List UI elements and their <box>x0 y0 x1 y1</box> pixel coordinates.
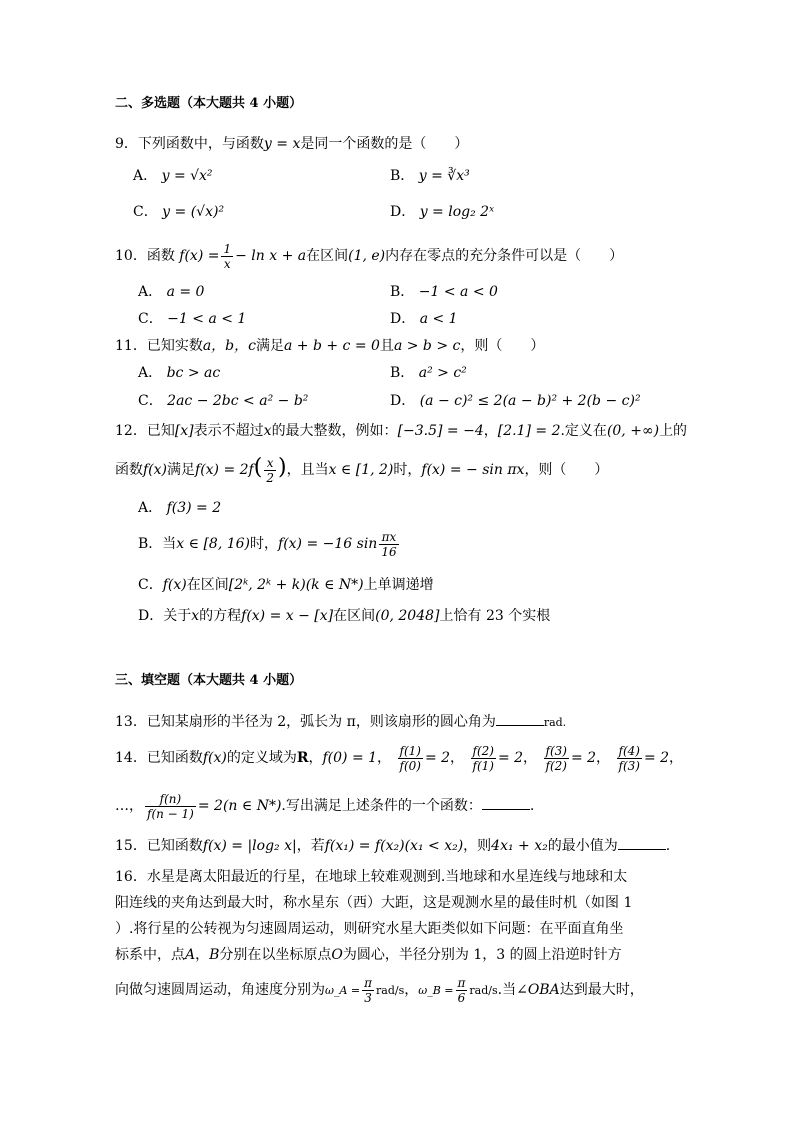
q10-text-a: 10．函数 <box>115 248 175 264</box>
q14-eq-4: = 2 <box>643 750 670 766</box>
q11-option-b <box>390 363 467 383</box>
q12-option-b-t: 时， <box>250 536 279 552</box>
q14-answer-blank <box>482 795 530 810</box>
section-heading-multi: 二、多选题（本大题共 4 小题） <box>115 96 303 111</box>
q14-frac-n-den: f(n − 1) <box>147 806 194 821</box>
q12-option-c-m1: f(x) <box>162 577 187 593</box>
q16-l4-d: 为圆心，半径分别为 1，3 的圆上沿逆时针方 <box>342 947 622 963</box>
q9-option-c-text: y = (√x)² <box>162 204 225 220</box>
q11-option-d-label: D． <box>390 393 416 409</box>
question-14-line-2 <box>115 788 534 824</box>
q11-option-d <box>390 391 641 411</box>
q11-option-c <box>138 391 308 411</box>
q12-l1-e: .定义在 <box>560 423 607 439</box>
q11-cond1: a + b + c = 0 <box>283 338 380 354</box>
q12-l1-a: 12．已知 <box>115 423 175 439</box>
q14-frac-3-num: f(3) <box>545 743 567 758</box>
q14-frac-1-num: f(1) <box>399 743 421 758</box>
question-16-line-1: 16．水星是离太阳最近的行星，在地球上较难观测到.当地球和水星连线与地球和太 <box>115 869 628 885</box>
q10-option-d <box>390 309 458 329</box>
q9-option-b-label: B． <box>390 168 415 184</box>
q12-option-d-m1: x <box>191 608 200 624</box>
q14-eqn: = 2(n ∈ N*) <box>197 798 282 814</box>
q12-option-b-m1: x ∈ [8, 16) <box>176 536 251 552</box>
q9-option-a-label: A． <box>133 168 158 184</box>
question-16-line-3: ）.将行星的公转视为匀速圆周运动，则研究水星大距类似如下问题：在平面直角坐 <box>115 921 624 937</box>
q10-option-c <box>138 309 246 329</box>
q9-option-b-text: y = ∛x³ <box>418 168 470 184</box>
q12-l1-c: 的最大整数，例如： <box>271 423 398 439</box>
q12-option-b-num: πx <box>379 530 398 545</box>
q9-option-d-label: D． <box>390 204 416 220</box>
q12-option-c-t2: 上单调递增 <box>363 577 434 593</box>
q12-option-c-t1: 在区间 <box>186 577 229 593</box>
q9-option-c-label: C． <box>133 204 158 220</box>
q11-text-b: 满足 <box>255 338 284 354</box>
q9-option-c <box>133 202 224 222</box>
q14-frac-4-num: f(4) <box>618 743 640 758</box>
q12-option-b-label: B．当 <box>138 536 177 552</box>
q16-l4-m3: O <box>331 947 343 963</box>
q16-frac-2-den: 6 <box>457 990 466 1005</box>
q14-frac-2-num: f(2) <box>472 743 494 758</box>
q9-option-b <box>390 166 470 186</box>
q12-option-c-m2: [2ᵏ, 2ᵏ + k)(k ∈ N*) <box>228 577 364 593</box>
q11-text-c: 且 <box>379 338 394 354</box>
q12-l2-m4: f(x) = − sin πx <box>421 462 525 478</box>
q14-text-a: 14．已知函数 <box>115 750 203 766</box>
q12-option-d-t2: 在区间 <box>333 608 376 624</box>
q12-l1-m3: [−3.5] = −4 <box>397 423 484 439</box>
q15-m1: f(x) = |log₂ x| <box>202 838 297 854</box>
q10-option-a-label: A． <box>138 284 163 300</box>
question-11-stem <box>115 336 544 356</box>
question-9-stem <box>115 134 468 154</box>
q16-l5-a: 向做匀速圆周运动，角速度分别为 <box>115 982 325 998</box>
q15-text-c: ，则 <box>463 838 492 854</box>
q12-l1-d: ， <box>483 423 498 439</box>
q16-frac-1-num: π <box>364 975 373 990</box>
q10-interval: (1, e) <box>348 248 386 264</box>
q14-text-b: 的定义域为 <box>226 750 297 766</box>
q10-option-c-text: −1 < a < 1 <box>167 311 247 327</box>
q14-frac-4 <box>617 744 642 773</box>
q16-l4-b: ， <box>195 947 210 963</box>
question-16-line-5 <box>115 972 644 1009</box>
q10-option-b-label: B． <box>390 284 415 300</box>
q14-frac-2-den: f(1) <box>472 758 494 773</box>
q10-option-c-label: C． <box>138 311 163 327</box>
q9-text-b: 是同一个函数的是（ ） <box>300 136 469 152</box>
q16-l4-c: 分别在以坐标原点 <box>219 947 332 963</box>
q14-frac-2 <box>471 744 496 773</box>
q16-l5-m2: ω_B = <box>418 984 454 997</box>
q12-l1-m5: (0, +∞) <box>606 423 660 439</box>
q14-frac-1 <box>398 744 423 773</box>
q14-eq-3: = 2 <box>570 750 597 766</box>
q11-option-d-text: (a − c)² ≤ 2(a − b)² + 2(b − c)² <box>419 393 641 409</box>
q12-l2-b: 满足 <box>167 462 196 478</box>
q12-l2-e: ，则（ ） <box>524 462 609 478</box>
q15-text-b: ，若 <box>296 838 325 854</box>
q14-frac-3-den: f(2) <box>545 758 567 773</box>
question-15 <box>115 835 670 856</box>
q9-option-a-text: y = √x² <box>161 168 213 184</box>
q14-frac-n-num: f(n) <box>145 792 196 807</box>
q9-math: y = x <box>263 136 301 152</box>
question-14-line-1 <box>115 740 683 776</box>
q12-option-b-fraction <box>379 530 398 559</box>
q10-option-a-text: a = 0 <box>166 284 205 300</box>
q9-text-a: 9．下列函数中，与函数 <box>115 136 264 152</box>
q12-l1-m4: [2.1] = 2 <box>497 423 561 439</box>
q14-sep-2: ， <box>450 750 465 766</box>
q12-l1-b: 表示不超过 <box>193 423 264 439</box>
q11-text-a: 11．已知实数 <box>115 338 203 354</box>
q14-sep-1: ， <box>377 750 392 766</box>
question-16-line-4 <box>115 945 622 965</box>
q14-frac-3 <box>544 744 569 773</box>
q12-option-c-label: C． <box>138 577 163 593</box>
q16-l5-c: .当 <box>497 982 517 998</box>
q16-frac-2 <box>456 976 468 1005</box>
q10-math-f: f(x) = <box>179 248 220 264</box>
q10-option-d-label: D． <box>390 311 416 327</box>
q12-option-d-label: D．关于 <box>138 608 192 624</box>
q10-fraction-den: x <box>223 256 231 271</box>
q12-l1-f: 上的 <box>659 423 688 439</box>
q12-option-d <box>138 606 550 626</box>
q16-l5-b: ， <box>404 982 419 998</box>
q16-l4-m2: B <box>209 947 220 963</box>
q12-fraction-den: 2 <box>266 470 274 485</box>
question-16-line-2: 阳连线的夹角达到最大时，称水星东（西）大距，这是观测水星的最佳时机（如图 1 <box>115 895 633 911</box>
q11-text-d: ，则（ ） <box>460 338 545 354</box>
q12-fraction-num: x <box>264 456 276 471</box>
question-12-stem-line-2: 函数f(x)满足f(x) = 2f( $\frac{x}{2}$ )，且当x ∈ [1, 2)时，f(x) = − sin πx，则（ ） <box>115 455 609 485</box>
q14-text-d: .写出满足上述条件的一个函数： <box>281 798 482 814</box>
question-13 <box>115 711 566 733</box>
q14-R: R <box>296 750 309 766</box>
q16-l4-a: 标系中，点 <box>115 947 185 963</box>
q14-frac-1-den: f(0) <box>399 758 421 773</box>
q16-frac-1 <box>362 976 374 1005</box>
q12-option-c <box>138 575 434 595</box>
q12-l1-m2: x <box>263 423 272 439</box>
q12-option-a <box>138 498 221 518</box>
q12-option-b-m2: f(x) = −16 sin <box>278 536 378 552</box>
q13-unit: rad. <box>543 716 567 729</box>
q12-option-a-text: f(3) = 2 <box>166 500 222 516</box>
q16-l5-u2: rad/s <box>469 984 498 997</box>
q14-text-c: ， <box>308 750 323 766</box>
q15-text-a: 15．已知函数 <box>115 838 203 854</box>
q14-eq-1: = 2 <box>424 750 451 766</box>
q10-text-b: 在区间 <box>306 248 349 264</box>
q14-end: . <box>529 798 535 814</box>
q9-option-a <box>133 166 213 186</box>
q11-option-a-text: bc > ac <box>166 365 221 381</box>
question-10-stem <box>115 240 623 272</box>
q9-option-d-text: y = log₂ 2ˣ <box>419 204 495 220</box>
q15-text-d: 的最小值为 <box>547 838 618 854</box>
q13-answer-blank <box>496 711 544 726</box>
q11-cond2: a > b > c <box>393 338 461 354</box>
q16-l5-u1: rad/s <box>376 984 405 997</box>
q10-option-b <box>390 282 498 302</box>
section-heading-fill: 三、填空题（本大题共 4 小题） <box>115 673 303 688</box>
q10-text-c: 内存在零点的充分条件可以是（ ） <box>385 248 624 264</box>
q12-l2-m1: f(x) <box>143 462 168 478</box>
q10-fraction <box>221 242 233 271</box>
q14-sep-5: ， <box>669 750 684 766</box>
q14-sep-4: ， <box>596 750 611 766</box>
q15-m2: f(x₁) = f(x₂)(x₁ < x₂) <box>324 838 464 854</box>
q12-fraction <box>264 456 276 485</box>
q12-option-d-t3: 上恰有 23 个实根 <box>439 608 551 624</box>
q16-frac-2-num: π <box>457 975 466 990</box>
q16-l5-d: 达到最大时， <box>559 982 644 998</box>
q14-frac-4-den: f(3) <box>618 758 640 773</box>
q11-option-b-text: a² > c² <box>418 365 467 381</box>
q12-l1-m1: [x] <box>174 423 194 439</box>
q15-end: . <box>665 838 671 854</box>
q12-l2-d: 时， <box>393 462 422 478</box>
question-12-stem-line-1 <box>115 421 687 441</box>
q14-eq-2: = 2 <box>497 750 524 766</box>
q11-option-c-text: 2ac − 2bc < a² − b² <box>167 393 309 409</box>
q10-option-d-text: a < 1 <box>419 311 458 327</box>
q11-vars: a，b，c <box>202 338 256 354</box>
q11-option-a <box>138 363 220 383</box>
q15-answer-blank <box>618 835 666 850</box>
q13-text: 13．已知某扇形的半径为 2，弧长为 π，则该扇形的圆心角为 <box>115 714 496 730</box>
q9-option-d <box>390 202 494 222</box>
q10-fraction-num: 1 <box>223 241 232 256</box>
q12-option-b-den: 16 <box>381 544 397 559</box>
q10-option-b-text: −1 < a < 0 <box>418 284 498 300</box>
q12-option-d-m3: (0, 2048] <box>375 608 440 624</box>
q14-m1: f(x) <box>202 750 227 766</box>
q16-l5-m1: ω_A = <box>325 984 361 997</box>
q12-option-d-t1: 的方程 <box>199 608 242 624</box>
q12-option-b <box>138 528 401 560</box>
q11-option-c-label: C． <box>138 393 163 409</box>
q14-sep-3: ， <box>523 750 538 766</box>
q12-l2-c: ，且当 <box>286 462 329 478</box>
q15-m3: 4x₁ + x₂ <box>491 838 548 854</box>
q11-option-b-label: B． <box>390 365 415 381</box>
q16-l4-m1: A <box>185 947 196 963</box>
q12-l2-m2: f(x) = 2f <box>195 462 254 478</box>
q11-option-a-label: A． <box>138 365 163 381</box>
q14-frac-n <box>145 792 196 821</box>
q12-option-d-m2: f(x) = x − [x] <box>241 608 334 624</box>
q12-l2-a: 函数 <box>115 462 143 478</box>
q10-math-rest: − ln x + a <box>235 248 307 264</box>
q14-dots: …， <box>115 798 143 814</box>
q12-option-a-label: A． <box>138 500 163 516</box>
q16-frac-1-den: 3 <box>364 990 372 1005</box>
q10-option-a <box>138 282 204 302</box>
q12-l2-m3: x ∈ [1, 2) <box>328 462 394 478</box>
q14-m2: f(0) = 1 <box>322 750 378 766</box>
q16-l5-m3: ∠OBA <box>516 982 560 998</box>
